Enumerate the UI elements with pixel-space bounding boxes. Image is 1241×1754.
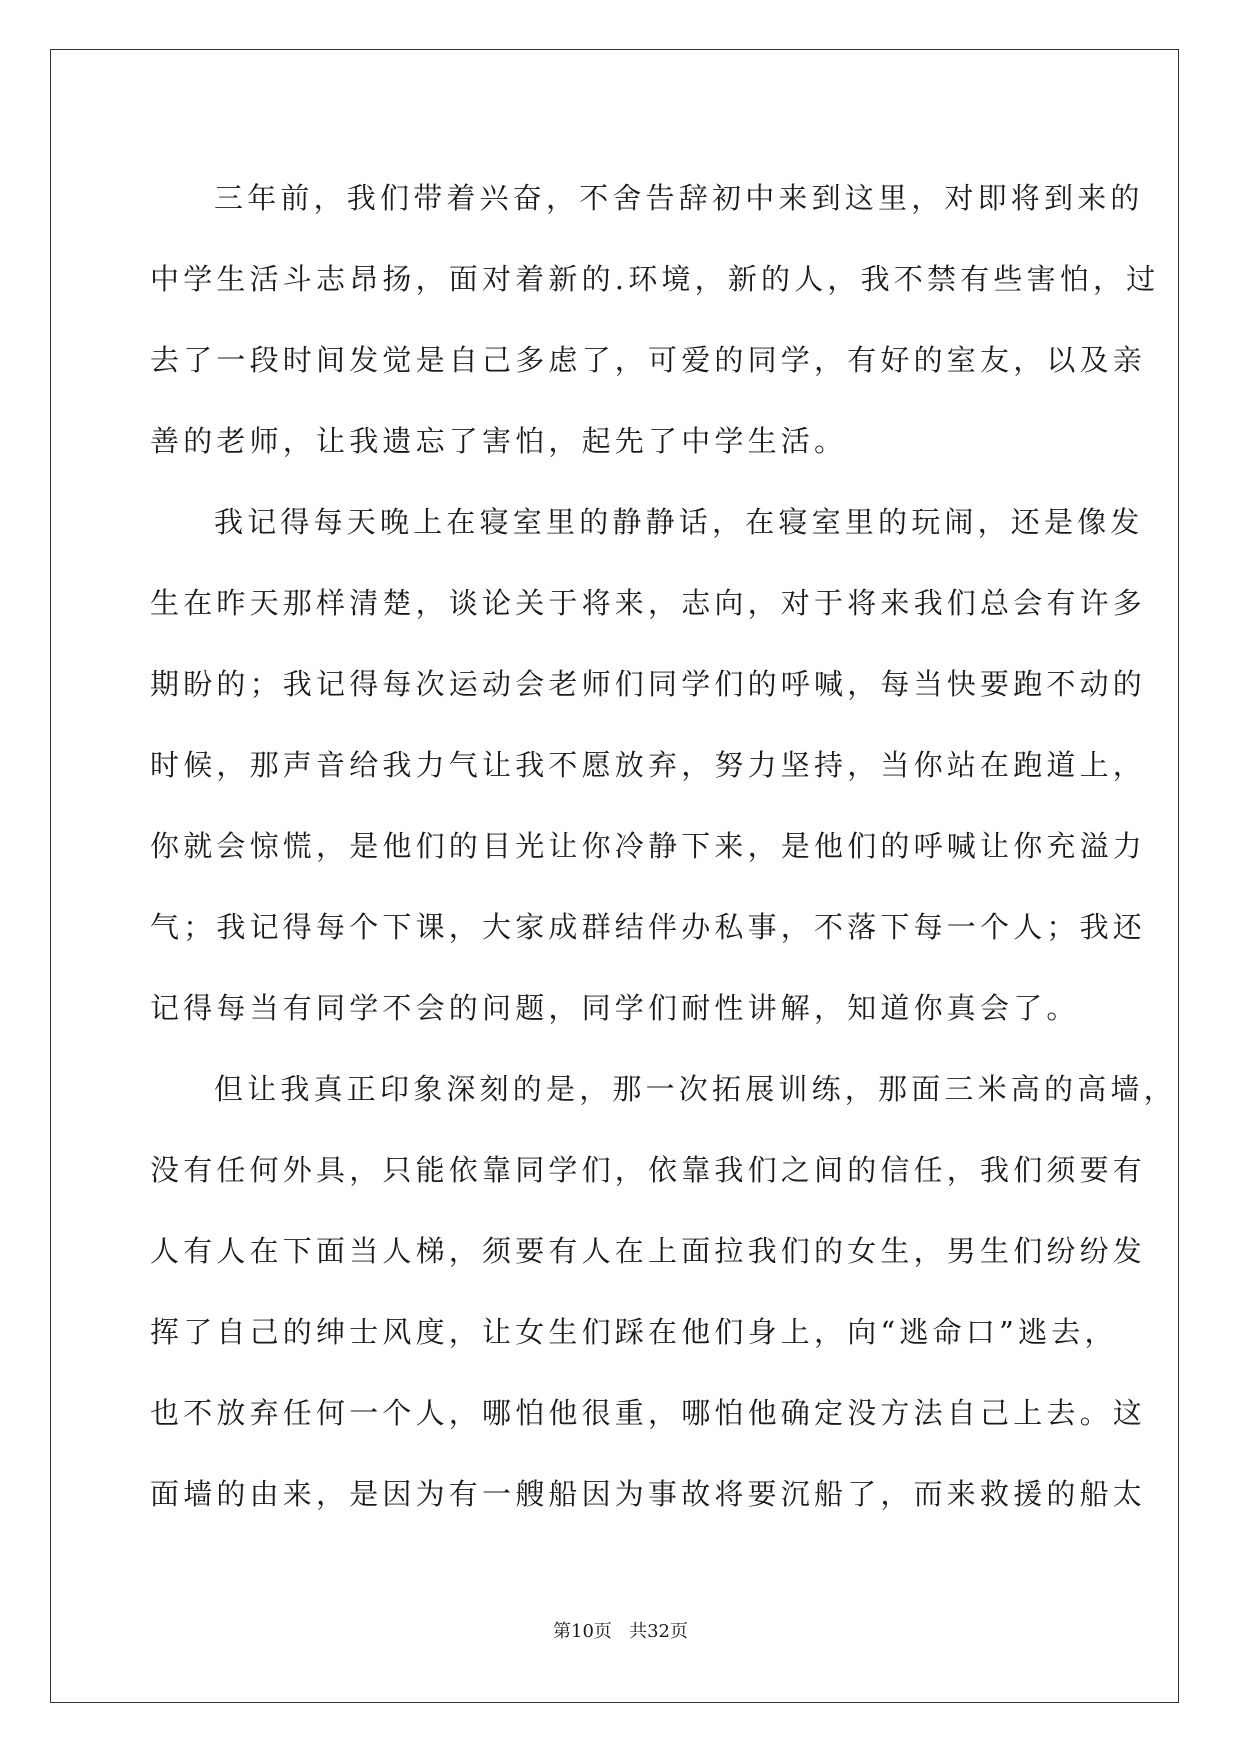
text-line: 没有任何外具，只能依靠同学们，依靠我们之间的信任，我们须要有 [150,1153,1147,1187]
document-body [150,158,1177,1535]
text-line: 挥了自己的绅士风度，让女生们踩在他们身上，向“逃命口”逃去， [150,1315,1118,1349]
text-line: 人有人在下面当人梯，须要有人在上面拉我们的女生，男生们纷纷发 [150,1234,1147,1268]
text-line: 期盼的；我记得每次运动会老师们同学们的呼喊，每当快要跑不动的 [150,667,1147,701]
text-line: 善的老师，让我遗忘了害怕，起先了中学生活。 [150,424,848,458]
text-line: 生在昨天那样清楚，谈论关于将来，志向，对于将来我们总会有许多 [150,586,1147,620]
text-line: 中学生活斗志昂扬，面对着新的.环境，新的人，我不禁有些害怕，过 [150,262,1160,296]
text-line: 面墙的由来，是因为有一艘船因为事故将要沉船了，而来救援的船太 [150,1477,1147,1511]
text-line: 记得每当有同学不会的问题，同学们耐性讲解，知道你真会了。 [150,991,1080,1025]
text-line: 三年前，我们带着兴奋，不舍告辞初中来到这里，对即将到来的 [214,181,1144,215]
text-line: 但让我真正印象深刻的是，那一次拓展训练，那面三米高的高墙， [214,1072,1177,1106]
page-footer [0,1617,1241,1643]
text-line: 时候，那声音给我力气让我不愿放弃，努力坚持，当你站在跑道上， [150,748,1147,782]
text-line: 气；我记得每个下课，大家成群结伴办私事，不落下每一个人；我还 [150,910,1147,944]
page-number: 第10页 [553,1621,612,1642]
text-line: 也不放弃任何一个人，哪怕他很重，哪怕他确定没方法自己上去。这 [150,1396,1147,1430]
text-line: 你就会惊慌，是他们的目光让你冷静下来，是他们的呼喊让你充溢力 [150,829,1147,863]
page-total: 共32页 [629,1621,688,1642]
text-line: 去了一段时间发觉是自己多虑了，可爱的同学，有好的室友，以及亲 [150,343,1147,377]
text-line: 我记得每天晚上在寝室里的静静话，在寝室里的玩闹，还是像发 [214,505,1144,539]
